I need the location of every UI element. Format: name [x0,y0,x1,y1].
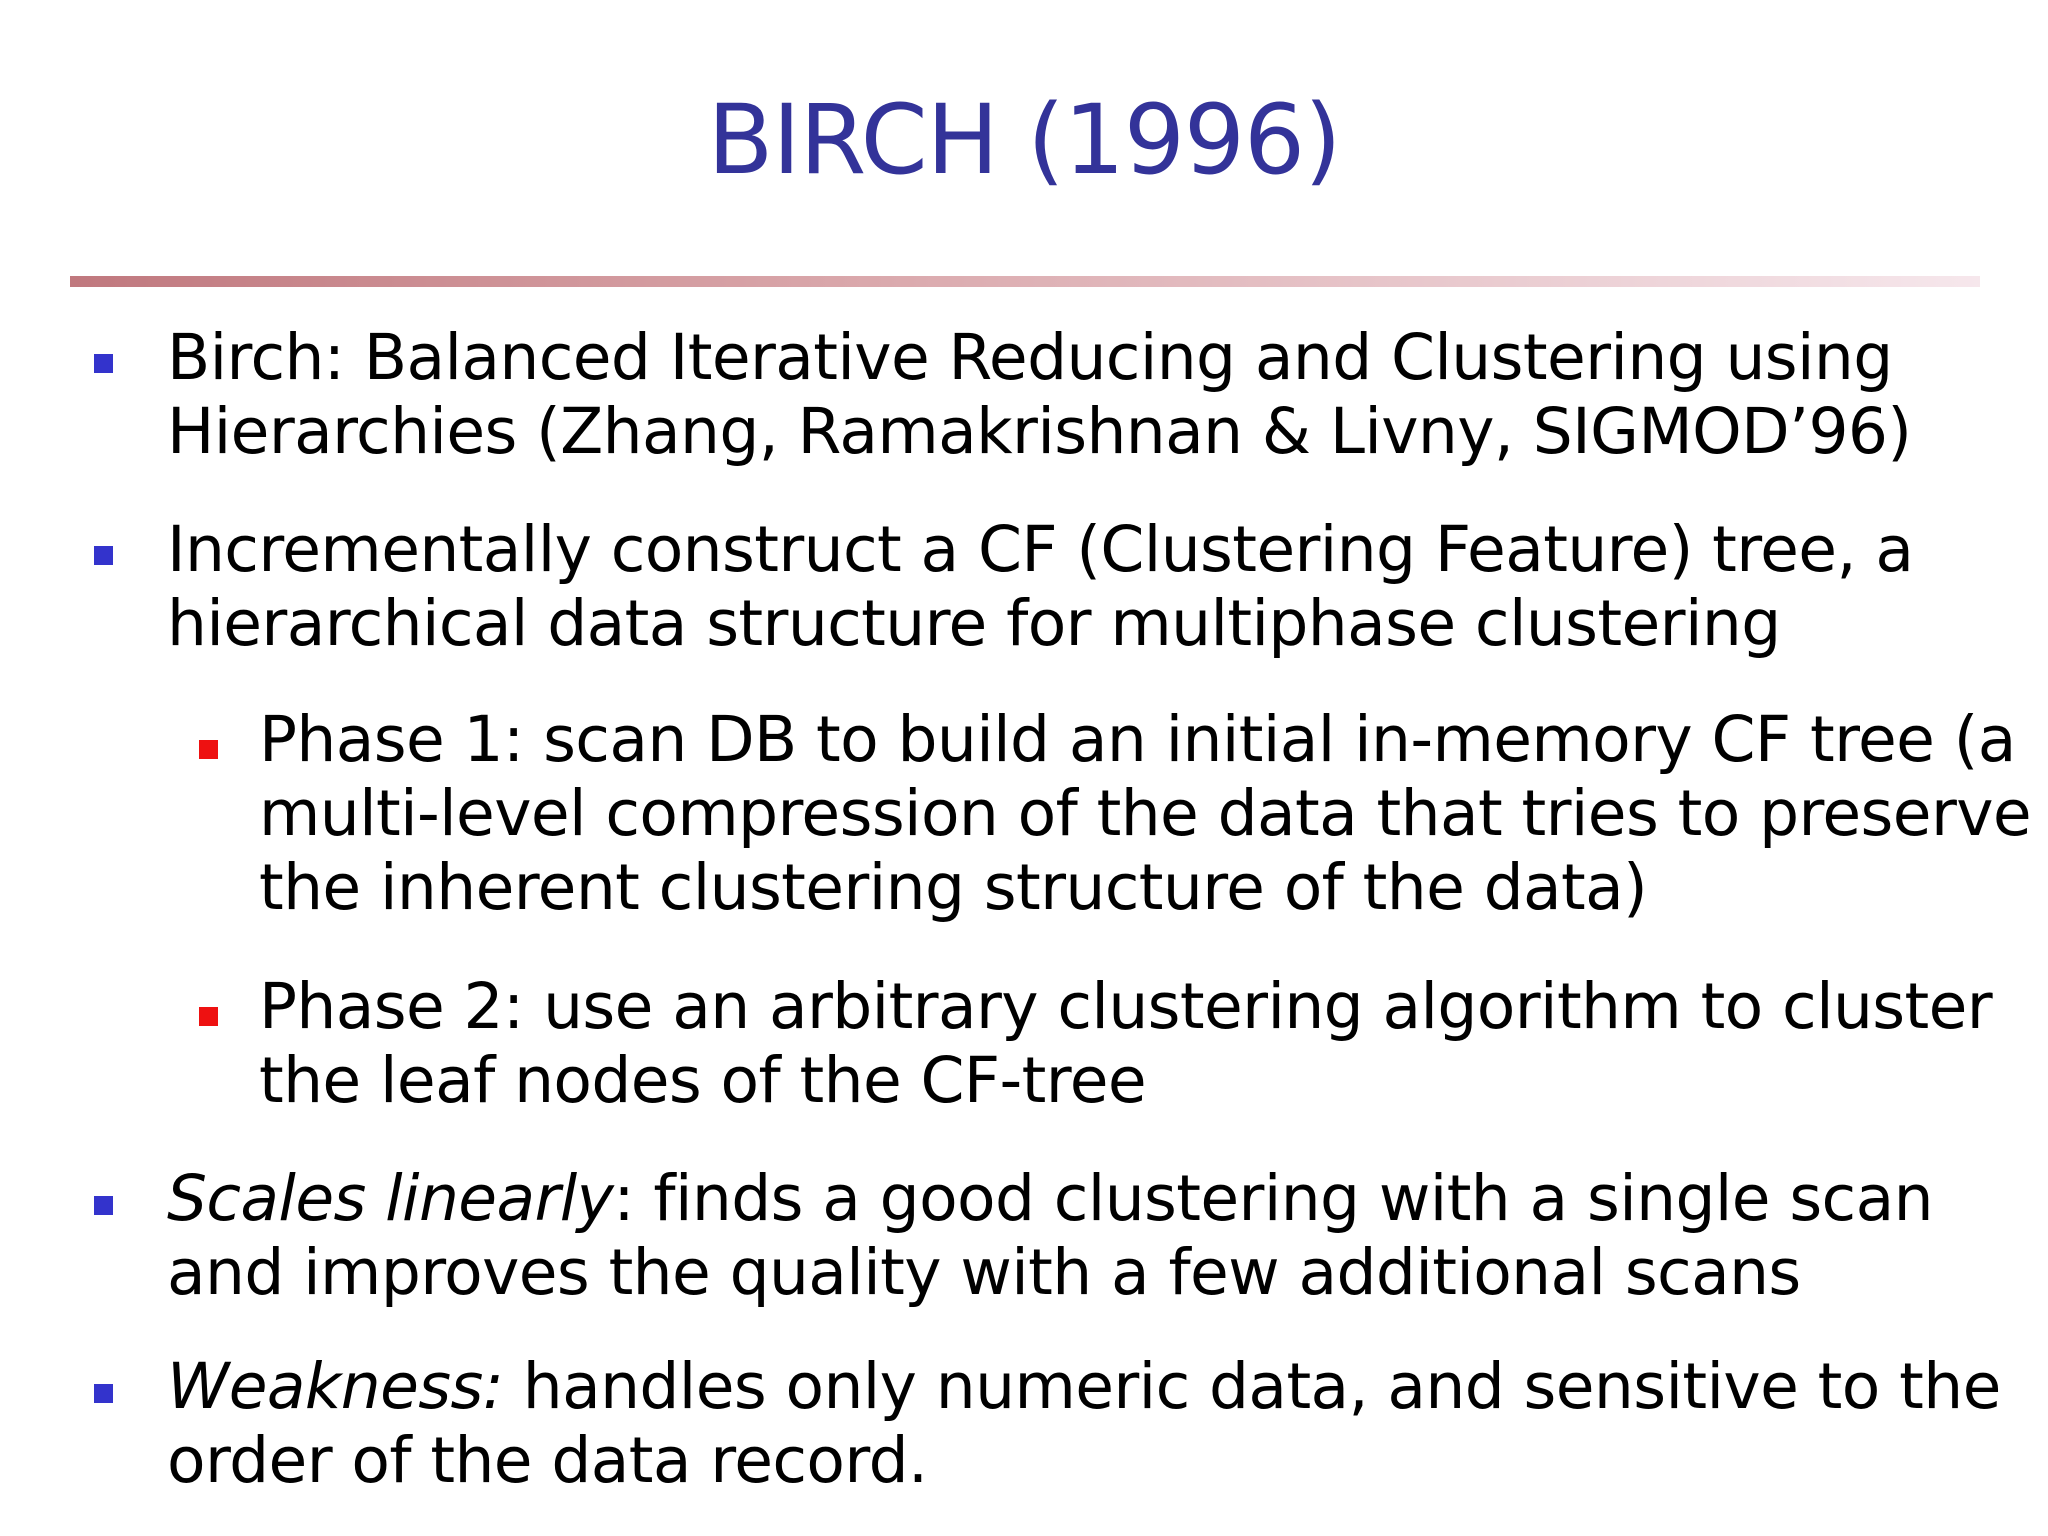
bullet-marker [94,546,113,565]
bullet-line-text: : finds a good clustering with a single scan [613,1162,1933,1235]
bullet-line: multi-level compression of the data that tries to preserve [259,777,2032,850]
bullet-line: the leaf nodes of the CF-tree [259,1044,1147,1117]
bullet-marker [94,1384,113,1403]
sub-bullet-marker [199,1007,218,1026]
bullet-item-scales-linearly [167,1162,1933,1310]
slide-title: BIRCH (1996) [707,84,1341,196]
bullet-line: and improves the quality with a few additional scans [167,1236,1801,1309]
bullet-line [167,1350,2001,1424]
bullet-line: Phase 2: use an arbitrary clustering algorithm to cluster [259,970,1993,1043]
bullet-line: order of the data record. [167,1424,928,1497]
bullet-item-weakness [167,1350,2001,1498]
sub-bullet-item-phase-2 [259,970,1992,1118]
bullet-line: hierarchical data structure for multiphase clustering [167,587,1781,660]
bullet-line: Phase 1: scan DB to build an initial in-memory CF tree (a [259,703,2016,776]
bullet-line: Birch: Balanced Iterative Reducing and Clustering using [167,321,1893,394]
bullet-line-text: handles only numeric data, and sensitive to the [503,1350,2001,1423]
bullet-marker [94,354,113,373]
emphasis-text: Weakness: [167,1350,504,1423]
bullet-line: Incrementally construct a CF (Clustering Feature) tree, a [167,513,1914,586]
sub-bullet-item-phase-1 [259,703,2031,925]
emphasis-text: Scales linearly [167,1162,614,1235]
bullet-line: the inherent clustering structure of the data) [259,851,1648,924]
bullet-item-birch-definition [167,321,1911,469]
bullet-line [167,1162,1933,1236]
bullet-line: Hierarchies (Zhang, Ramakrishnan & Livny, SIGMOD’96) [167,395,1912,468]
bullet-item-cf-tree [167,513,1913,661]
sub-bullet-marker [199,740,218,759]
title-divider [70,276,1980,287]
bullet-marker [94,1196,113,1215]
